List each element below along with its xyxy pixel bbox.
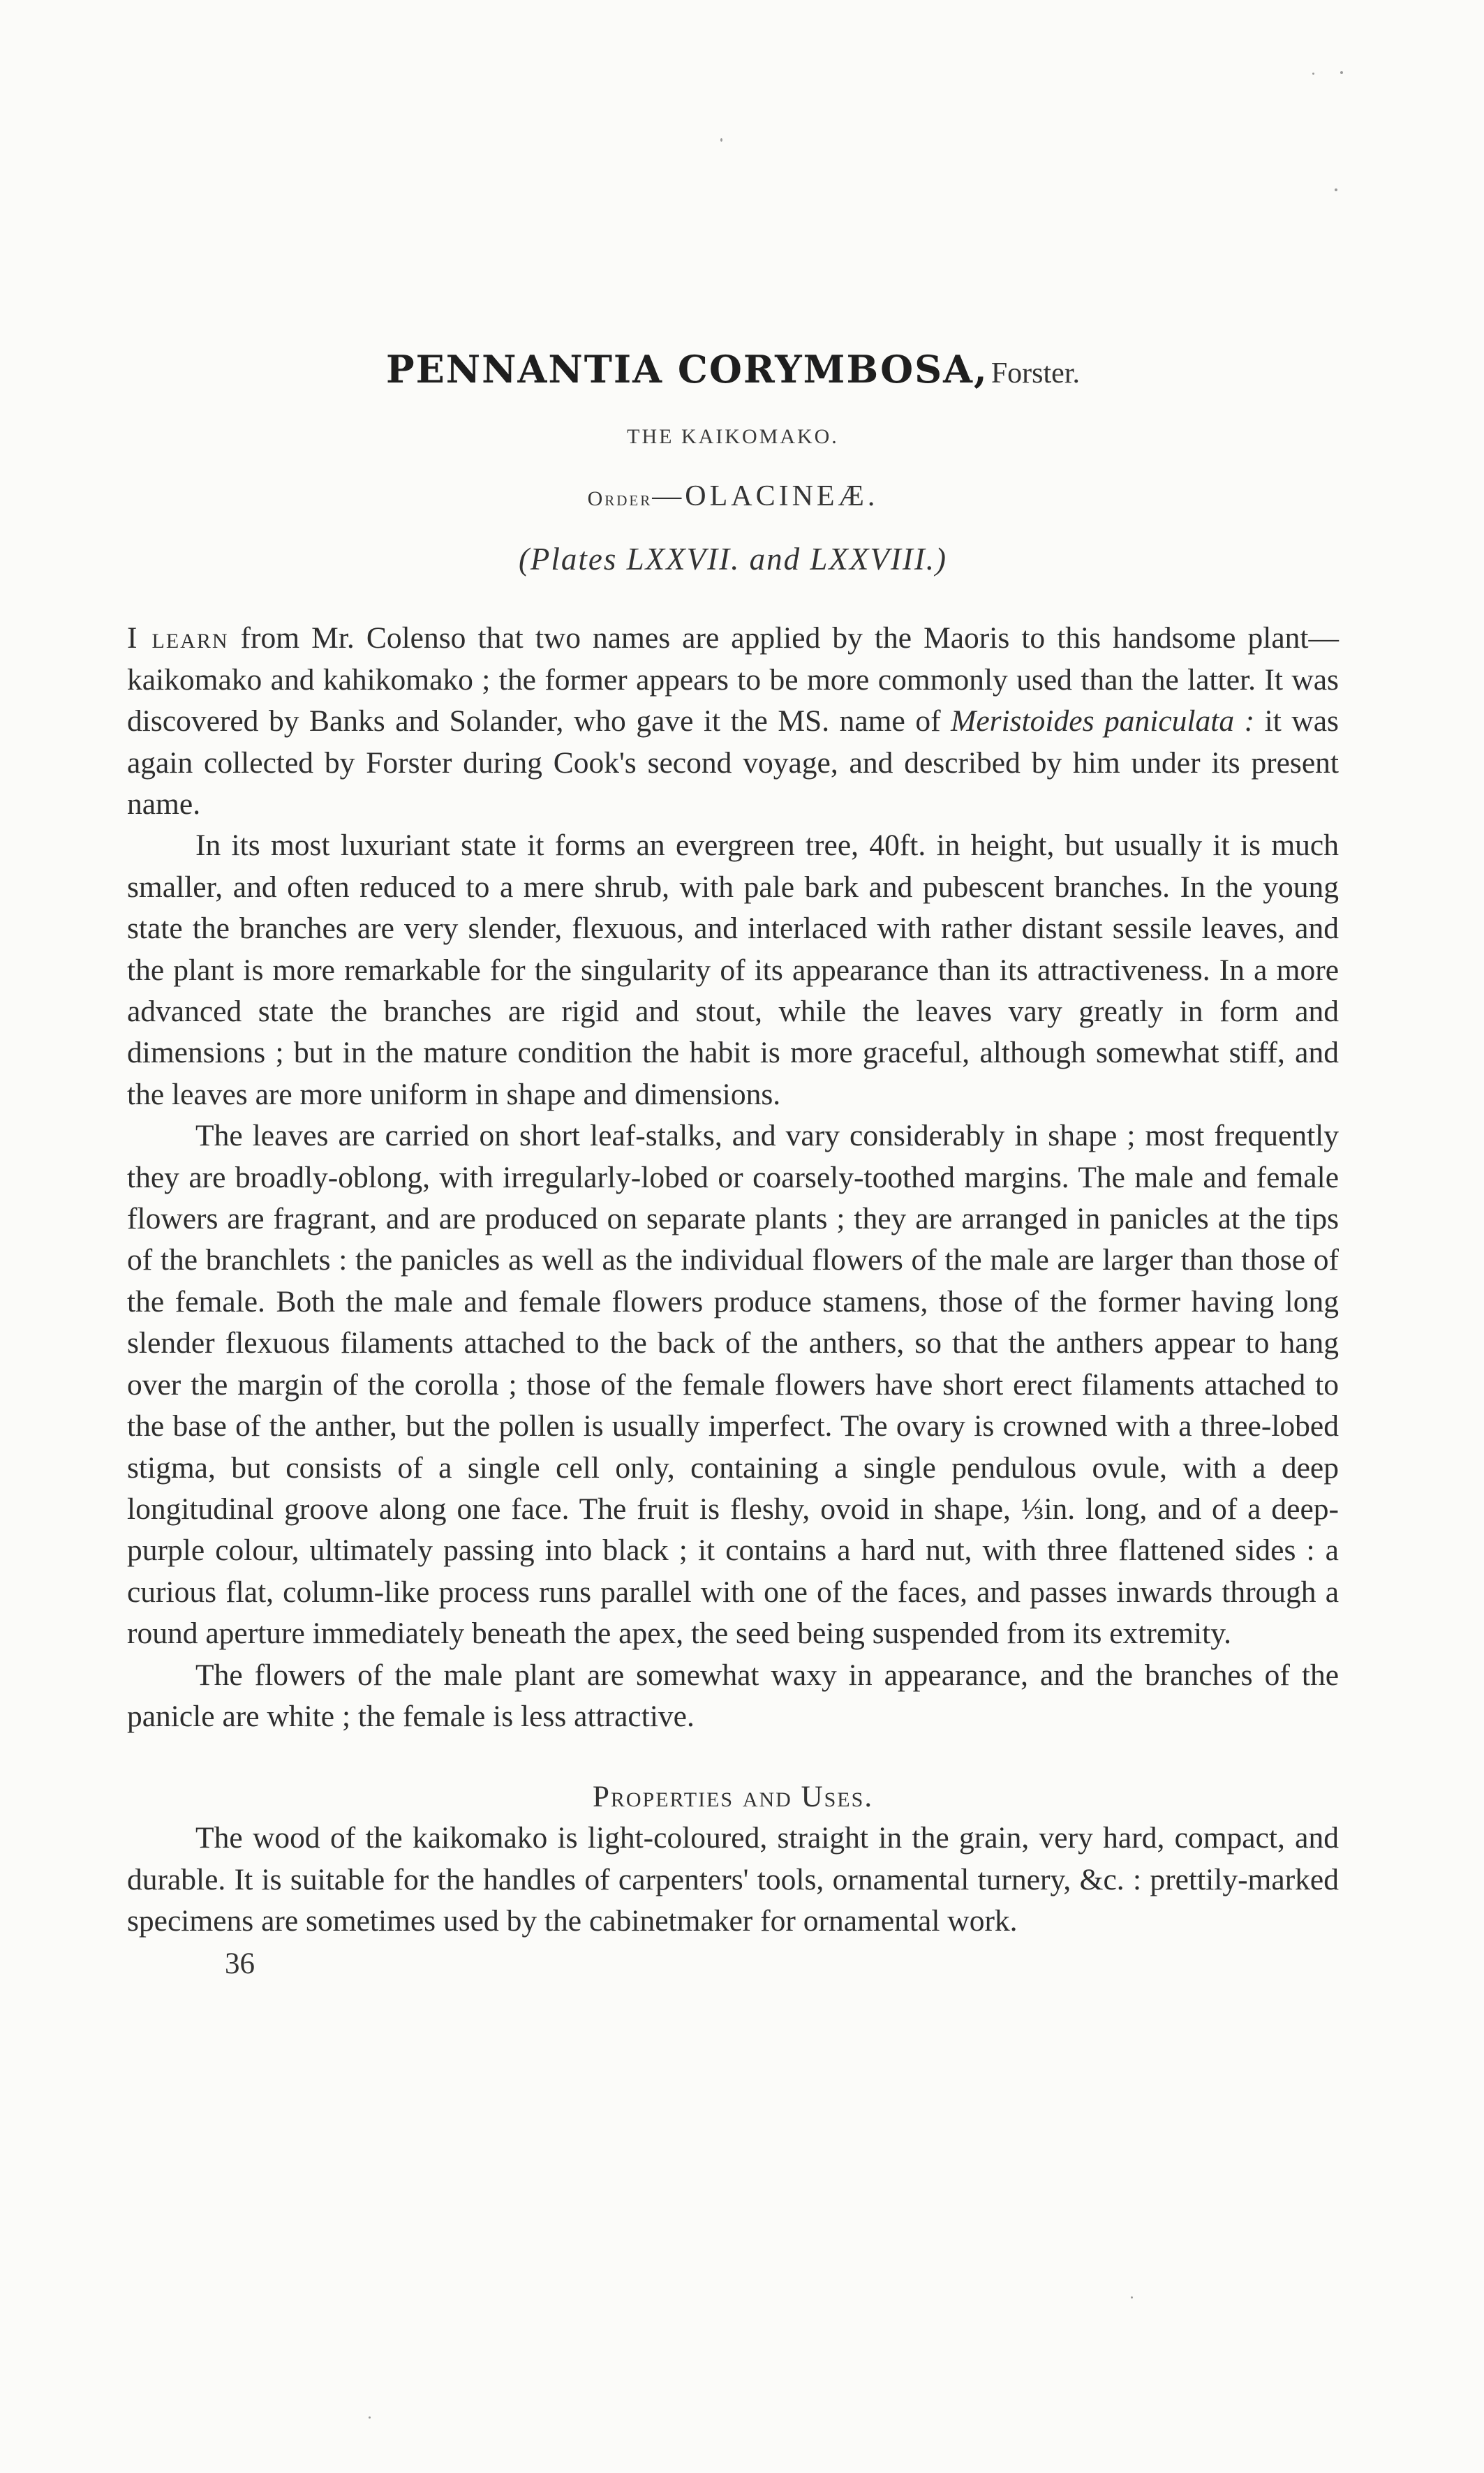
paragraph-5: The wood of the kaikomako is light-coloured, straight in the grain, very hard, compact, and durable. It is suitable for the handles of carpenters' tools, ornamental turnery, &c. : prettily-marked specimens are sometimes used by the cabinetmaker for ornamental work. <box>127 1821 1339 1938</box>
species-author: Forster. <box>990 357 1080 389</box>
paragraph-4: The flowers of the male plant are somewhat waxy in appearance, and the branches of the panicle are white ; the female is less attractive. <box>127 1658 1339 1733</box>
document-page <box>127 349 1339 1982</box>
paper-speck <box>1340 71 1343 74</box>
paragraph-2: In its most luxuriant state it forms an evergreen tree, 40ft. in height, but usually it is much smaller, and often reduced to a mere shrub, with pale bark and pubescent branches. In the young state the branches are very slender, flexuous, and interlaced with rather distant sessile leaves, and the plant is more remarkable for the singularity of its appearance than its attractiveness. In a more advanced state the branches are rigid and stout, while the leaves vary greatly in form and dimensions ; but in the mature condition the habit is more graceful, although somewhat stiff, and the leaves are more uniform in shape and dimensions. <box>127 829 1339 1111</box>
paragraph-1-text-b: it was again collected by Forster during Cook's second voyage, and described by him under its present name. <box>127 704 1339 822</box>
common-name: THE KAIKOMAKO. <box>627 425 839 449</box>
species-name: PENNANTIA CORYMBOSA, <box>386 347 988 392</box>
paper-speck <box>1131 2296 1133 2299</box>
paper-speck <box>369 2416 371 2419</box>
paragraph-1 <box>127 618 1339 825</box>
main-text <box>127 618 1339 1942</box>
order-label: Order <box>587 487 653 511</box>
paragraph-1-text-a: from Mr. Colenso that two names are applied by the Maoris to this handsome plant—kaikomako and kahikomako ; the former appears to be more commonly used than the latter. It was discovered by Banks and Solander, who gave it the MS. name of <box>127 621 1339 738</box>
order-line <box>127 480 1339 513</box>
paragraph-3: The leaves are carried on short leaf-stalks, and vary considerably in shape ; most frequently they are broadly-oblong, with irregularly-lobed or coarsely-toothed margins. The male and female flowers are fragrant, and are produced on separate plants ; they are arranged in panicles at the tips of the branchlets : the panicles as well as the individual flowers of the male are larger than those of the female. Both the male and female flowers produce stamens, those of the former having long slender flexuous filaments attached to the back of the anthers, so that the anthers appear to hang over the margin of the corolla ; those of the female flowers have short erect filaments attached to the base of the anther, but the pollen is usually imperfect. The ovary is crowned with a three-lobed stigma, but consists of a single cell only, containing a single pendulous ovule, with a deep longitudinal groove along one face. The fruit is fleshy, ovoid in shape, ⅓in. long, and of a deep-purple colour, ultimately passing into black ; it contains a hard nut, with three flattened sides : a curious flat, column-like process runs parallel with one of the faces, and passes inwards through a round aperture immediately beneath the apex, the seed being suspended from its extremity. <box>127 1119 1339 1651</box>
species-title-line <box>127 349 1339 390</box>
order-dash: — <box>652 480 685 513</box>
paper-speck <box>1312 73 1314 75</box>
plates-reference: (Plates LXXVII. and LXXVIII.) <box>518 542 948 577</box>
section-heading: Properties and Uses. <box>592 1781 874 1814</box>
paper-speck <box>720 138 722 142</box>
paragraph-1-italic-name: Meristoides paniculata : <box>951 704 1255 738</box>
paper-speck <box>1335 188 1337 191</box>
paragraph-1-lead: I learn <box>127 621 229 655</box>
order-name: OLACINEÆ. <box>685 480 879 513</box>
page-number: 36 <box>225 1947 255 1980</box>
